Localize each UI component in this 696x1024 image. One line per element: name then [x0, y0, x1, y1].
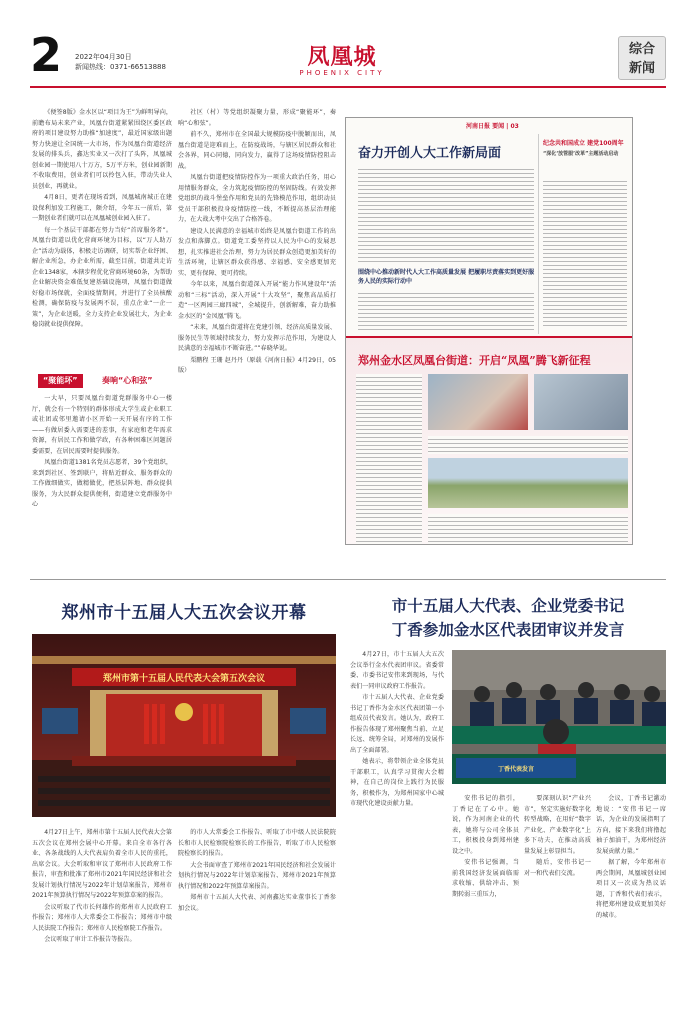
paragraph: 建设人民满意的幸福城市始终是凤凰台街道工作的出发点和落脚点。街道党工委坚持以人民为中心的发展思想，扎实推进社会治理，努力为居民群众创造更加美好的生活环境，让辖区群众获得感、幸福感、安全感更加充实、更有保障、更可持续。 — [178, 227, 336, 277]
paragraph: 会议听取了代市长何雄作的郑州市人民政府工作报告；郑州市人大常委会工作报告；郑州市中级人民法院工作报告；郑州市人民检察院工作报告。 — [32, 903, 172, 932]
paragraph: 4月27日，市十五届人大五次会议举行金水代表团审议。省委常委、市委书记安伟来到现场，与代表们一同审议政府工作报告。 — [350, 651, 444, 690]
delegation-meeting-photo — [452, 650, 666, 784]
congress-hall-photo — [32, 634, 336, 817]
paragraph: 市十五届人大代表、企业党委书记丁香作为金水区代表团第一小组成员代表发言。她认为，政府工作报告体现了郑州聚焦当前、立足长远、统筹全局，对郑州的发展作出了全面部署。 — [350, 694, 444, 754]
paragraph: “未来，凤凰台街道将在党建引领、经济高质量发展、服务民生等领域持续发力，努力发挥示范作用，为建设人民满意的幸福城市不断奋进。””春晓华说。 — [178, 324, 336, 352]
clipping-photo-aerial — [428, 458, 628, 508]
meeting-photo-caption: 丁香代表发言 — [497, 766, 535, 773]
paragraph: 会议，丁香书记激动地说：“安伟书记一席话，为企业的发展指明了方向，接下来我们将撸起袖子加油干，为郑州经济发展贡献力量。” — [596, 795, 666, 855]
section-badge-line2: 新闻 — [628, 61, 655, 76]
paragraph: 凤凰台街道把疫情防控作为一项重大政治任务，用心用情服务群众，全力筑起疫情防控的坚固防线。有效发挥党组织的战斗堡垒作用和党员的先锋模范作用，组织动员党员干部积极投身疫情防控一线，不断提高基层治理能力，在大战大考中交出了合格答卷。 — [178, 174, 336, 223]
clipping-sidebar-text — [543, 178, 627, 328]
paragraph: 每一个基层干部都在努力当好“首席服务者”。凤凰台街道以优化营商环境为目标，以“万人助万企”活动为载体，积极走访调研，切实帮企业纾困、解企业所急，办企业所需，截至目前，街道共走访企业1348家，本辖步程优化营商环境60条，为帮助企业解决资金难低复建基础设施项，凤凰台街道做好稳市场保就，全面疫情期间，并进行了全员核酸检测，确保防疫与发展两不误，重点企业“一企一策”，为企业送暖，全力支持企业发展壮大，为企业稳岗就业提供保障。 — [32, 226, 172, 328]
subhead-label: “聚能坏” — [38, 374, 83, 388]
delegation-article-column-2 — [452, 794, 519, 988]
paragraph: 4月27日上午，郑州市第十五届人民代表大会第五次会议在郑州会展中心开幕。来自全市各行各业、各条战线的人大代表肩负着全市人民的重托，出席会议。大会听取和审议了郑州市人民政府工作报告，审查和批准了郑州市2021年国民经济和社会发展计划执行情况与2022年计划草案报告，郑州市2021年预算执行情况与2022年预算草案的报告。 — [32, 829, 172, 899]
paragraph: 一大早，只要凤凰台街道党群服务中心一楼厅，就会有一个特别的群体形成大学生或企业职工或社团或邻里邀请小区开始一天开展有序的工作——有做居委入需要进的差事，有家庭和老年需求资源，有居民工作和做学政，有各种困难区问题居委需要，在居民需要时提供服务。 — [32, 395, 172, 455]
masthead — [30, 30, 666, 84]
clipping-subheadline: 围绕中心推动新时代人大工作高质量发展 把履职尽责落实到更好服务人民的实际行动中 — [358, 269, 535, 285]
clipping-sidebar — [538, 134, 630, 334]
henan-daily-clipping — [345, 117, 633, 545]
delegation-article-column-4 — [596, 794, 666, 988]
masthead-rule — [30, 86, 666, 88]
clipping-body-text-2 — [358, 290, 534, 332]
paragraph: 大会书面审查了郑州市2021年国民经济和社会发展计划执行情况与2022年计划草案报告、郑州市2021年预算执行情况和2022年预算草案报告。 — [178, 861, 336, 890]
section-badge-line1: 综合 — [628, 42, 655, 57]
paragraph: 郑州市十五届人大代表、河南鑫达实业董事长丁香参加会议。 — [178, 894, 336, 912]
section-subhead — [32, 372, 172, 390]
paragraph: 凤凰台街道1381名党员志愿者，39个党组织，来到到社区、签到联户，将贴近群众、服务群众的工作做细做实，做精做优，把基层阵地、群众提供服务，为大民群众提供便利，街道建立党群服务中心 — [32, 459, 172, 508]
clipping-body-text — [358, 166, 534, 262]
top-article-column-2 — [178, 108, 336, 548]
paragraph: 据了解，今年郑州市两会期间，凤凰城创业园项目又一次成为热议话题，丁香和代表们表示，将把郑州建设成更加美好的城市。 — [596, 859, 666, 919]
delegation-article-column-3 — [524, 794, 591, 988]
logo-chinese: 凤凰城 — [307, 44, 377, 70]
headline-delegation-review — [350, 594, 666, 642]
paragraph: 今年以来，凤凰台街道深入开展“能力作风建设年”活动和“三标”活动，深入开展“十大攻坚”，聚焦高品质打造“一区两园三廊四城”，全城提升，创新解难，奋力助推金水区的“金凤凰”腾飞。 — [178, 281, 336, 320]
clipping-feature — [346, 336, 632, 545]
paragraph: 4月8日，更者在现场看到，凤凰城南城正在建设保利加发工程施工，颇介绍，今年五一前后，第一期创业者们就可以在凤凰城创业园入驻了。 — [32, 194, 172, 222]
headline-congress-opening: 郑州市十五届人大五次会议开幕 — [61, 603, 307, 623]
paragraph: 安伟书记强调，当前我国经济发展面临需求收缩、供给冲击、预期转弱三重压力， — [452, 859, 519, 898]
paragraph: 前不久，郑州市在全国最大规模防疫中脱颖而出，凤凰台街道是迎难而上，在防疫战场，与辖区居民群众和社会各界，同心同德，同向发力，赢得了这场疫情防控阻击战。 — [178, 131, 336, 170]
clipping-sidebar-title: 纪念共和国成立 建党100周年 — [543, 140, 624, 147]
subhead-subtitle: 奏响“心和弦” — [102, 376, 153, 385]
paragraph: 会议听取了审计工作报告等报告。 — [44, 936, 136, 943]
section-badge — [618, 36, 666, 80]
clipping-feature-text — [356, 374, 422, 544]
newspaper-logo — [282, 40, 402, 77]
publication-date: 2022年04月30日 — [75, 53, 132, 61]
paragraph: 《便签8版》金水区以“项目为王”为鲜明导向，前瞻布局未来产业，凤凰台街道紧紧围绕区委区政府的项目建设努力助推“加速度”，最近国家级出题努力快速让全国统一大市场，作为凤凰台街道经济发展的排头兵，鑫达实业又一次打了头阵，凤凰城创业园一期使用八十万方，5万平方米，创业园新期不收取费用，创业者们可以拎包入驻，带动失业人员创业，再就业。 — [32, 109, 172, 190]
clipping-header: 河南日报 要闻 | 03 — [466, 123, 519, 130]
page-number: 2 — [30, 28, 63, 82]
headline-line-1: 市十五届人大代表、企业党委书记 — [391, 596, 625, 615]
congress-hall-illustration — [32, 634, 336, 817]
paragraph: 安伟书记的指引，丁香记在了心中。她说，作为河南企业的代表，她将与公司全体员工，积极投身到郑州建设之中。 — [452, 795, 519, 855]
meeting-illustration — [452, 650, 666, 784]
paragraph: 社区（村）等党组织凝聚力量，形成“聚能环”，奏响“心和弦”。 — [178, 109, 336, 127]
clipping-headline: 奋力开创人大工作新局面 — [358, 146, 502, 161]
paragraph: 的市人大常委会工作报告、听取了市中级人民法院院长和市人民检察院检察长的工作报告，听取了市人民检察院检察长的报告。 — [178, 829, 336, 857]
logo-english: PHOENIX CITY — [299, 69, 385, 77]
congress-article-column-1 — [32, 828, 172, 988]
hall-banner-text: 郑州市第十五届人民代表大会第五次会议 — [102, 674, 266, 684]
clipping-feature-text-3 — [428, 514, 628, 544]
news-hotline: 新闻热线：0371-66513888 — [75, 63, 166, 71]
paragraph: 她表示，将带领企业全体党员干部职工，认真学习贯彻大会精神，在自己的岗位上践行为民服务，积极作为，为郑州国家中心城市现代化建设贡献力量。 — [350, 758, 444, 807]
delegation-article-column-1 — [350, 650, 444, 988]
paragraph: 栗鹏程 王珊 赵丹丹（原载《河南日报》4月29日，05版） — [178, 356, 336, 374]
section-divider — [30, 579, 666, 580]
top-article-column-1-continued — [32, 394, 172, 548]
headline-line-2: 丁香参加金水区代表团审议并发言 — [391, 620, 625, 639]
paragraph: 要深刻认识“产业兴市”，坚定实施好数字化转型战略，在用好“数字产业化、产业数字化”上多下功夫，在推动高质量发展上彰显担当。 — [524, 795, 591, 855]
clipping-feature-text-2 — [428, 436, 628, 454]
clipping-feature-title: 郑州金水区凤凰台街道：开启“凤凰”腾飞新征程 — [358, 354, 591, 367]
paragraph: 随后，安伟书记一对一和代表们交流。 — [524, 859, 591, 877]
congress-article-column-2 — [178, 828, 336, 988]
clipping-sidebar-note: “深化‘放管服’改革”主题活动启动 — [543, 151, 619, 157]
clipping-photo-building — [534, 374, 628, 430]
clipping-photo-volunteers — [428, 374, 528, 430]
